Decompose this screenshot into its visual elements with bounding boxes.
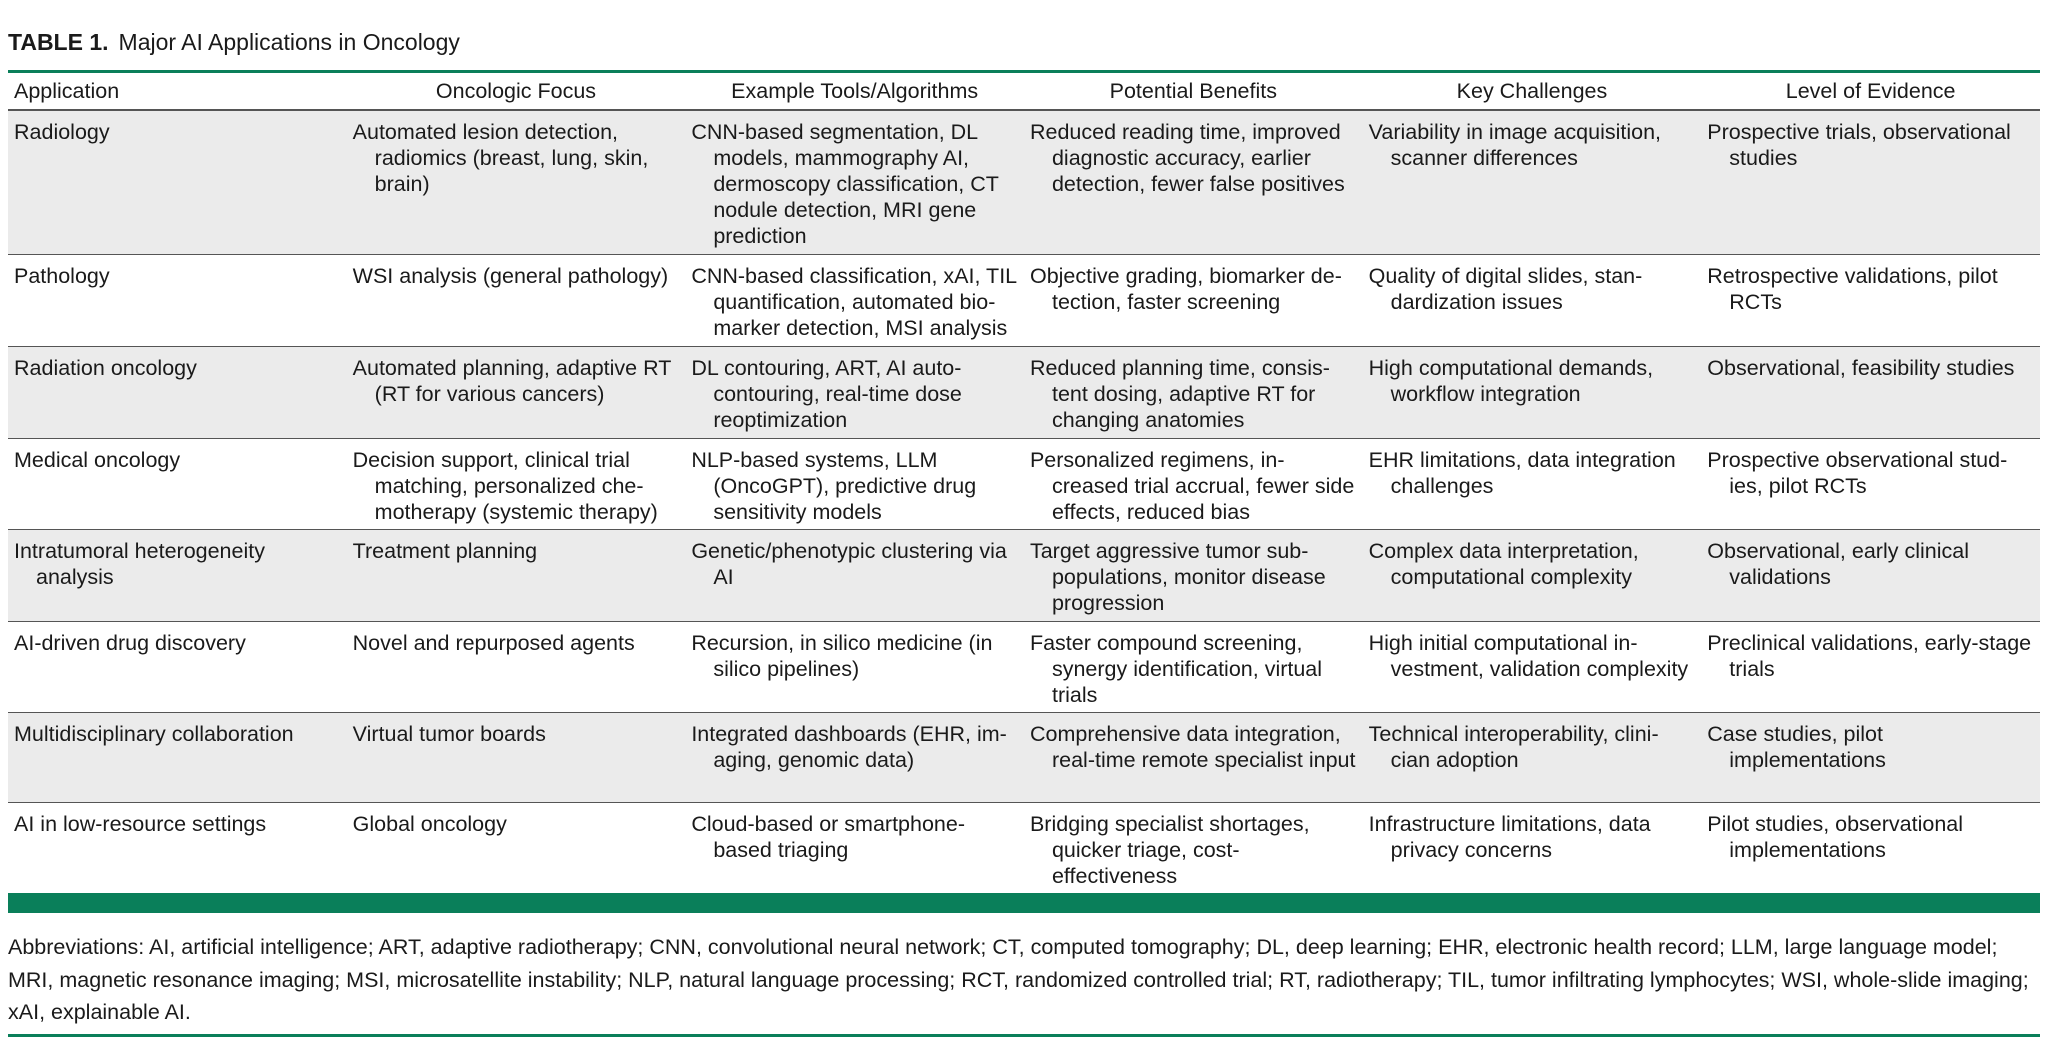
cell-text: NLP-based systems, LLM (OncoGPT), predictive drug sensitivity models xyxy=(691,447,977,524)
table-cell xyxy=(8,621,347,712)
table-cell xyxy=(1363,438,1702,529)
cell-text: Objective grading, biomarker de-tection, faster screening xyxy=(1029,263,1342,314)
table-row xyxy=(8,712,2040,802)
table-cell xyxy=(1363,254,1702,346)
cell-text: Prospective trials, observational studies xyxy=(1707,120,2011,170)
table-row xyxy=(8,529,2040,621)
table-cell xyxy=(685,110,1024,254)
cell-text: AI in low-resource settings xyxy=(14,811,267,836)
cell-text: Global oncology xyxy=(352,811,507,836)
table-cell xyxy=(1363,621,1702,712)
cell-text: Treatment planning xyxy=(352,538,538,563)
table-cell xyxy=(347,802,686,895)
table-row xyxy=(8,802,2040,895)
header-row xyxy=(8,73,2040,110)
table-row xyxy=(8,110,2040,254)
cell-text: Case studies, pilot implementations xyxy=(1707,721,1886,772)
table-cell xyxy=(1024,110,1363,254)
cell-text: Virtual tumor boards xyxy=(352,721,546,746)
cell-text: Pilot studies, observational implementations xyxy=(1707,811,1964,862)
table-cell xyxy=(8,254,347,346)
cell-text: Recursion, in silico medicine (in silico pipelines) xyxy=(691,630,993,681)
cell-text: DL contouring, ART, AI auto-contouring, real-time dose reoptimization xyxy=(691,355,962,432)
table-cell xyxy=(347,254,686,346)
table-cell xyxy=(1024,712,1363,802)
table-cell xyxy=(1363,346,1702,438)
table-footer-bar xyxy=(8,893,2040,913)
column-header-oncologic-focus: Oncologic Focus xyxy=(435,78,597,103)
cell-text: Complex data interpretation, computational complexity xyxy=(1368,538,1639,589)
table-cell xyxy=(8,438,347,529)
cell-text: Automated planning, adaptive RT (RT for various cancers) xyxy=(352,355,671,406)
table-label: TABLE 1. xyxy=(8,29,109,55)
cell-text: Integrated dashboards (EHR, im-aging, genomic data) xyxy=(691,721,1007,772)
cell-text: Radiology xyxy=(14,120,110,144)
table-row xyxy=(8,254,2040,346)
table-cell xyxy=(347,110,686,254)
cell-text: Faster compound screening, synergy identification, virtual trials xyxy=(1029,630,1323,707)
table-cell xyxy=(1701,438,2040,529)
table-cell xyxy=(1024,621,1363,712)
table-cell xyxy=(1024,802,1363,895)
table-cell xyxy=(1701,621,2040,712)
cell-text: WSI analysis (general pathology) xyxy=(352,263,669,288)
table-title: Major AI Applications in Oncology xyxy=(118,29,460,55)
applications-table xyxy=(8,73,2040,895)
table-cell xyxy=(1701,529,2040,621)
table-cell xyxy=(1363,110,1702,254)
table-cell xyxy=(347,712,686,802)
column-header-application: Application xyxy=(14,78,120,103)
cell-text: Personalized regimens, in-creased trial accrual, fewer side effects, reduced bias xyxy=(1029,447,1355,524)
cell-text: CNN-based segmentation, DL models, mammography AI, dermoscopy classification, CT nodule detection, MRI gene prediction xyxy=(691,120,999,248)
table-row xyxy=(8,438,2040,529)
table-cell xyxy=(685,802,1024,895)
cell-text: Radiation oncology xyxy=(14,355,197,380)
table-cell xyxy=(1363,802,1702,895)
column-header-potential-benefits: Potential Benefits xyxy=(1109,78,1277,103)
cell-text: High initial computational in-vestment, validation complexity xyxy=(1368,630,1689,681)
cell-text: Reduced reading time, improved diagnostic accuracy, earlier detection, fewer false positives xyxy=(1029,120,1345,196)
table-row xyxy=(8,621,2040,712)
cell-text: Variability in image acquisition, scanner differences xyxy=(1368,120,1662,170)
table-row xyxy=(8,346,2040,438)
column-header-example-tools: Example Tools/Algorithms xyxy=(731,78,979,103)
table-cell xyxy=(1701,346,2040,438)
cell-text: AI-driven drug discovery xyxy=(14,630,246,655)
table-cell xyxy=(1024,529,1363,621)
table-cell xyxy=(1363,712,1702,802)
table-cell xyxy=(8,712,347,802)
table-cell xyxy=(347,529,686,621)
table-cell xyxy=(685,346,1024,438)
abbreviations-footnote: Abbreviations: AI, artificial intelligence; ART, adaptive radiotherapy; CNN, convolutional neural network; CT, computed tomography; DL, deep learning; EHR, electronic health record; LLM, large language model; MRI, magnetic resonance imaging; MSI, microsatellite instability; NLP, natural language processing; RCT, randomized controlled trial; RT, radiotherapy; TIL, tumor infiltrating lymphocytes; WSI, whole-slide imaging; xAI, explainable AI. xyxy=(8,935,2029,1024)
cell-text: Reduced planning time, consis-tent dosing, adaptive RT for changing anatomies xyxy=(1029,355,1330,432)
table-cell xyxy=(1024,438,1363,529)
cell-text: Preclinical validations, early-stage trials xyxy=(1707,630,2032,681)
table-cell xyxy=(1701,712,2040,802)
cell-text: EHR limitations, data integration challenges xyxy=(1368,447,1676,498)
table-cell xyxy=(8,110,347,254)
table-cell xyxy=(1024,254,1363,346)
column-header-level-of-evidence: Level of Evidence xyxy=(1785,78,1956,103)
bottom-rule xyxy=(8,1034,2040,1037)
cell-text: Genetic/phenotypic clustering via AI xyxy=(691,538,1007,589)
table-cell xyxy=(1701,254,2040,346)
cell-text: Observational, early clinical validations xyxy=(1707,538,1969,589)
cell-text: Observational, feasibility studies xyxy=(1707,355,2015,380)
table-cell xyxy=(8,346,347,438)
table-cell xyxy=(685,254,1024,346)
cell-text: CNN-based classification, xAI, TIL quantification, automated bio-marker detection, MSI analysis xyxy=(691,263,1017,340)
cell-text: Medical oncology xyxy=(14,447,181,472)
cell-text: Retrospective validations, pilot RCTs xyxy=(1707,263,1998,314)
cell-text: Quality of digital slides, stan-dardization issues xyxy=(1368,263,1643,314)
table-cell xyxy=(347,438,686,529)
cell-text: Technical interoperability, clini-cian adoption xyxy=(1368,721,1659,772)
cell-text: Cloud-based or smartphone-based triaging xyxy=(691,811,965,862)
cell-text: Automated lesion detection, radiomics (breast, lung, skin, brain) xyxy=(352,120,649,196)
table-cell xyxy=(1363,529,1702,621)
cell-text: Infrastructure limitations, data privacy concerns xyxy=(1368,811,1651,862)
table-cell xyxy=(8,802,347,895)
table-cell xyxy=(685,529,1024,621)
table-caption xyxy=(8,26,460,58)
table-cell xyxy=(685,438,1024,529)
cell-text: Comprehensive data integration, real-time remote specialist input xyxy=(1029,721,1356,772)
column-header-key-challenges: Key Challenges xyxy=(1456,78,1608,103)
cell-text: Bridging specialist shortages, quicker triage, cost-effectiveness xyxy=(1029,811,1310,888)
cell-text: Pathology xyxy=(14,263,110,288)
cell-text: Prospective observational stud-ies, pilot RCTs xyxy=(1707,447,2008,498)
table-cell xyxy=(1701,802,2040,895)
cell-text: High computational demands, workflow integration xyxy=(1368,355,1654,406)
cell-text: Multidisciplinary collaboration xyxy=(14,721,294,746)
table-cell xyxy=(685,621,1024,712)
table-cell xyxy=(347,621,686,712)
table-cell xyxy=(1024,346,1363,438)
table-cell xyxy=(8,529,347,621)
table-cell xyxy=(685,712,1024,802)
cell-text: Target aggressive tumor sub-populations, monitor disease progression xyxy=(1029,538,1326,615)
cell-text: Decision support, clinical trial matching, personalized che-motherapy (systemic therapy) xyxy=(352,447,658,524)
table-cell xyxy=(1701,110,2040,254)
cell-text: Novel and repurposed agents xyxy=(352,630,635,655)
table-cell xyxy=(347,346,686,438)
cell-text: Intratumoral heterogeneity analysis xyxy=(14,538,265,589)
